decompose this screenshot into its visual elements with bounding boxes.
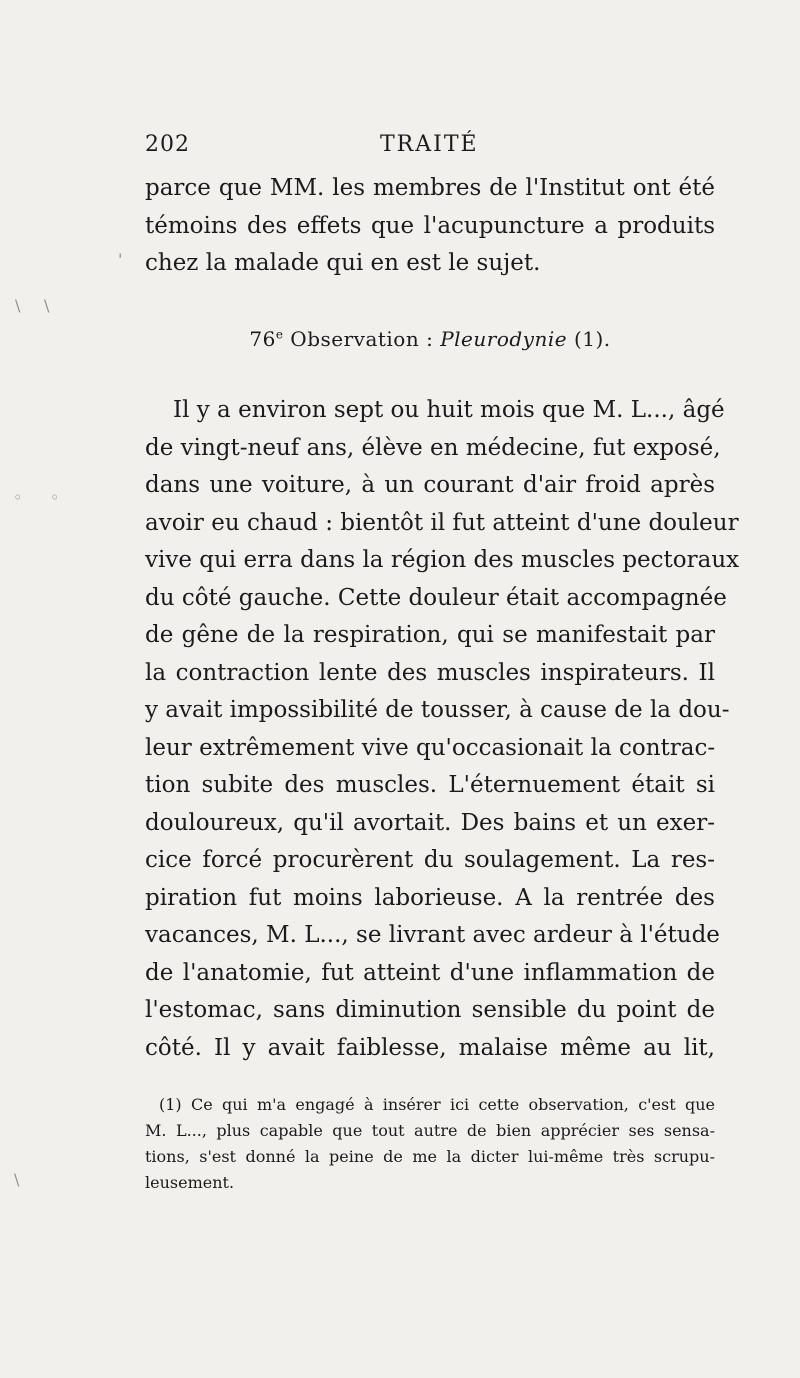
margin-mark: ◦ [50,488,60,507]
text-line: piration fut moins laborieuse. A la rentrée des [145,884,715,911]
observation-paragraph [145,392,740,1067]
margin-mark: ' [118,250,123,269]
footnote-line: tions, s'est donné la peine de me la dicter lui-même très scrupu- [145,1147,715,1166]
text-line: la contraction lente des muscles inspirateurs. Il [145,659,715,686]
observation-superscript: e [275,327,284,342]
text-line: du côté gauche. Cette douleur était accompagnée [145,584,727,611]
footnote [145,1092,715,1196]
text-line: de vingt-neuf ans, élève en médecine, fut exposé, [145,434,721,461]
observation-heading [145,327,715,351]
text-line: cice forcé procurèrent du soulagement. La res- [145,847,715,873]
footnote-line: M. L..., plus capable que tout autre de bien apprécier ses sensa- [145,1121,715,1140]
text-line: vive qui erra dans la région des muscles pectoraux [145,547,740,573]
text-line: y avait impossibilité de tousser, à cause de la dou- [145,697,730,723]
text-line: témoins des effets que l'acupuncture a produits [145,212,715,239]
page-header [145,132,715,162]
text-line: l'estomac, sans diminution sensible du point de [145,997,715,1023]
text-line: de l'anatomie, fut atteint d'une inflammation de [145,959,715,986]
footnote-line: (1) Ce qui m'a engagé à insérer ici cette observation, c'est que [159,1095,715,1114]
text-line: dans une voiture, à un courant d'air froid après [145,472,715,498]
text-line: avoir eu chaud : bientôt il fut atteint d'une douleur [145,509,739,536]
footnote-reference: (1). [573,327,611,351]
intro-text [145,170,715,283]
observation-subject: Pleurodynie [440,327,568,351]
observation-label: Observation : [283,327,441,351]
text-line: leur extrêmement vive qu'occasionait la contrac- [145,734,716,761]
margin-mark: ◦ [13,488,23,507]
margin-mark: \ [14,1170,20,1189]
text-line: de gêne de la respiration, qui se manifestait par [145,622,715,648]
text-line: tion subite des muscles. L'éternuement était si [145,772,715,798]
observation-number: 76 [249,327,276,351]
margin-mark: \ [44,296,50,315]
running-title: TRAITÉ [380,132,479,157]
text-line: côté. Il y avait faiblesse, malaise même au lit, [145,1034,715,1061]
text-line: parce que MM. les membres de l'Institut ont été [145,175,715,201]
text-line: Il y a environ sept ou huit mois que M. L..., âgé [173,397,725,423]
text-line: douloureux, qu'il avortait. Des bains et un exer- [145,809,715,836]
footnote-line: leusement. [145,1173,235,1192]
text-line: vacances, M. L..., se livrant avec ardeur à l'étude [145,922,720,948]
text-line: chez la malade qui en est le sujet. [145,250,541,276]
page-number: 202 [145,132,190,157]
margin-mark: \ [15,296,21,315]
